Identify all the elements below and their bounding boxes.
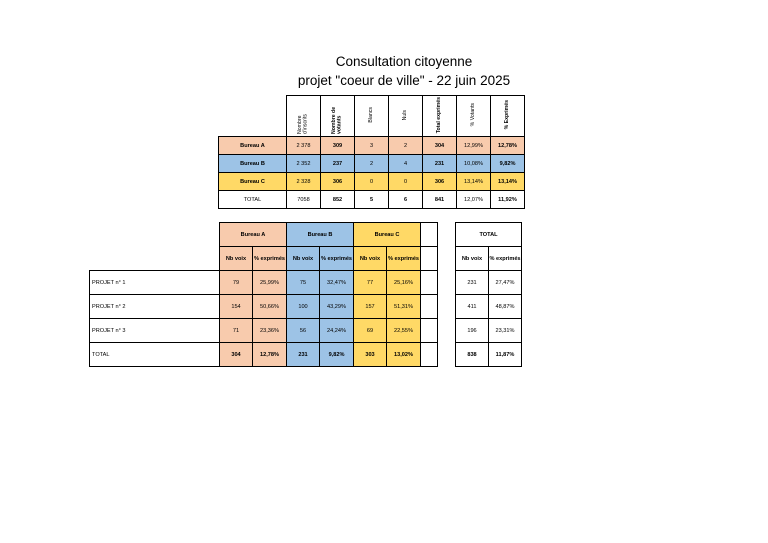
header-nuls: Nuls: [389, 96, 423, 137]
cell: 157: [354, 295, 387, 319]
table-row: [456, 271, 522, 295]
results-table: [89, 222, 438, 367]
cell: 304: [220, 343, 253, 367]
cell: 231: [287, 343, 320, 367]
cell: 77: [354, 271, 387, 295]
cell: 12,99%: [457, 137, 491, 155]
summary-row-bureau-b: [219, 155, 525, 173]
row-label: TOTAL: [90, 343, 220, 367]
table-row: [90, 319, 438, 343]
header-votants: Nombre de votants: [321, 96, 355, 137]
cell: 48,87%: [489, 295, 522, 319]
cell: 2 378: [287, 137, 321, 155]
cell: 79: [220, 271, 253, 295]
subheader-pct: % exprimés: [320, 247, 354, 271]
cell: 304: [423, 137, 457, 155]
cell: 13,14%: [457, 173, 491, 191]
subheader-pct: % exprimés: [387, 247, 421, 271]
row-label: TOTAL: [219, 191, 287, 209]
cell: 0: [355, 173, 389, 191]
header-total-exprimes: Total exprimés: [423, 96, 457, 137]
empty-corner: [219, 96, 287, 137]
cell: 51,31%: [387, 295, 421, 319]
cell: 24,24%: [320, 319, 354, 343]
spacer-cell: [421, 247, 438, 271]
row-label: PROJET n° 3: [90, 319, 220, 343]
cell: 100: [287, 295, 320, 319]
cell: 12,78%: [253, 343, 287, 367]
subheader-nb-voix: Nb voix: [220, 247, 253, 271]
cell: 309: [321, 137, 355, 155]
cell: 69: [354, 319, 387, 343]
row-label: Bureau B: [219, 155, 287, 173]
cell: 75: [287, 271, 320, 295]
cell: 231: [423, 155, 457, 173]
subheader-nb-voix: Nb voix: [456, 247, 489, 271]
cell: 12,78%: [491, 137, 525, 155]
cell: 154: [220, 295, 253, 319]
spacer-cell: [421, 319, 438, 343]
header-bureau-c: Bureau C: [354, 223, 421, 247]
cell: 11,87%: [489, 343, 522, 367]
page-subtitle: projet "coeur de ville" - 22 juin 2025: [297, 73, 511, 88]
cell: 2 352: [287, 155, 321, 173]
cell: 2 328: [287, 173, 321, 191]
page-title: Consultation citoyenne: [335, 54, 473, 69]
subheader-pct: % exprimés: [489, 247, 522, 271]
table-row: [456, 295, 522, 319]
cell: 196: [456, 319, 489, 343]
spacer-cell: [421, 271, 438, 295]
cell: 838: [456, 343, 489, 367]
header-bureau-b: Bureau B: [287, 223, 354, 247]
cell: 7058: [287, 191, 321, 209]
cell: 3: [355, 137, 389, 155]
cell: 5: [355, 191, 389, 209]
cell: 27,47%: [489, 271, 522, 295]
cell: 841: [423, 191, 457, 209]
cell: 852: [321, 191, 355, 209]
cell: 50,66%: [253, 295, 287, 319]
cell: 43,29%: [320, 295, 354, 319]
cell: 231: [456, 271, 489, 295]
cell: 9,82%: [491, 155, 525, 173]
cell: 25,16%: [387, 271, 421, 295]
cell: 12,07%: [457, 191, 491, 209]
totals-table: [455, 222, 522, 367]
cell: 71: [220, 319, 253, 343]
header-bureau-a: Bureau A: [220, 223, 287, 247]
table-row: [456, 319, 522, 343]
cell: 56: [287, 319, 320, 343]
cell: 11,92%: [491, 191, 525, 209]
spacer-cell: [421, 343, 438, 367]
subheader-nb-voix: Nb voix: [287, 247, 320, 271]
summary-row-bureau-c: [219, 173, 525, 191]
header-inscrits: Nombre d'inscrits: [287, 96, 321, 137]
cell: 22,55%: [387, 319, 421, 343]
header-pct-exprimes: % Exprimés: [491, 96, 525, 137]
row-label: PROJET n° 1: [90, 271, 220, 295]
empty-corner: [90, 223, 220, 247]
summary-row-total: [219, 191, 525, 209]
cell: 4: [389, 155, 423, 173]
cell: 303: [354, 343, 387, 367]
cell: 10,08%: [457, 155, 491, 173]
cell: 25,99%: [253, 271, 287, 295]
table-row-total: [90, 343, 438, 367]
cell: 306: [423, 173, 457, 191]
cell: 2: [355, 155, 389, 173]
cell: 411: [456, 295, 489, 319]
cell: 306: [321, 173, 355, 191]
cell: 6: [389, 191, 423, 209]
row-label: PROJET n° 2: [90, 295, 220, 319]
header-total: TOTAL: [456, 223, 522, 247]
table-row-total: [456, 343, 522, 367]
table-row: [90, 295, 438, 319]
table-row: [90, 271, 438, 295]
cell: 0: [389, 173, 423, 191]
cell: 2: [389, 137, 423, 155]
participation-table: [218, 95, 525, 209]
summary-row-bureau-a: [219, 137, 525, 155]
subheader-pct: % exprimés: [253, 247, 287, 271]
row-label: Bureau A: [219, 137, 287, 155]
header-pct-votants: % Votants: [457, 96, 491, 137]
spacer-cell: [421, 223, 438, 247]
cell: 23,36%: [253, 319, 287, 343]
cell: 32,47%: [320, 271, 354, 295]
subheader-nb-voix: Nb voix: [354, 247, 387, 271]
cell: 237: [321, 155, 355, 173]
header-blancs: Blancs: [355, 96, 389, 137]
cell: 9,82%: [320, 343, 354, 367]
cell: 13,14%: [491, 173, 525, 191]
spacer-cell: [421, 295, 438, 319]
cell: 13,02%: [387, 343, 421, 367]
empty-corner: [90, 247, 220, 271]
row-label: Bureau C: [219, 173, 287, 191]
cell: 23,31%: [489, 319, 522, 343]
